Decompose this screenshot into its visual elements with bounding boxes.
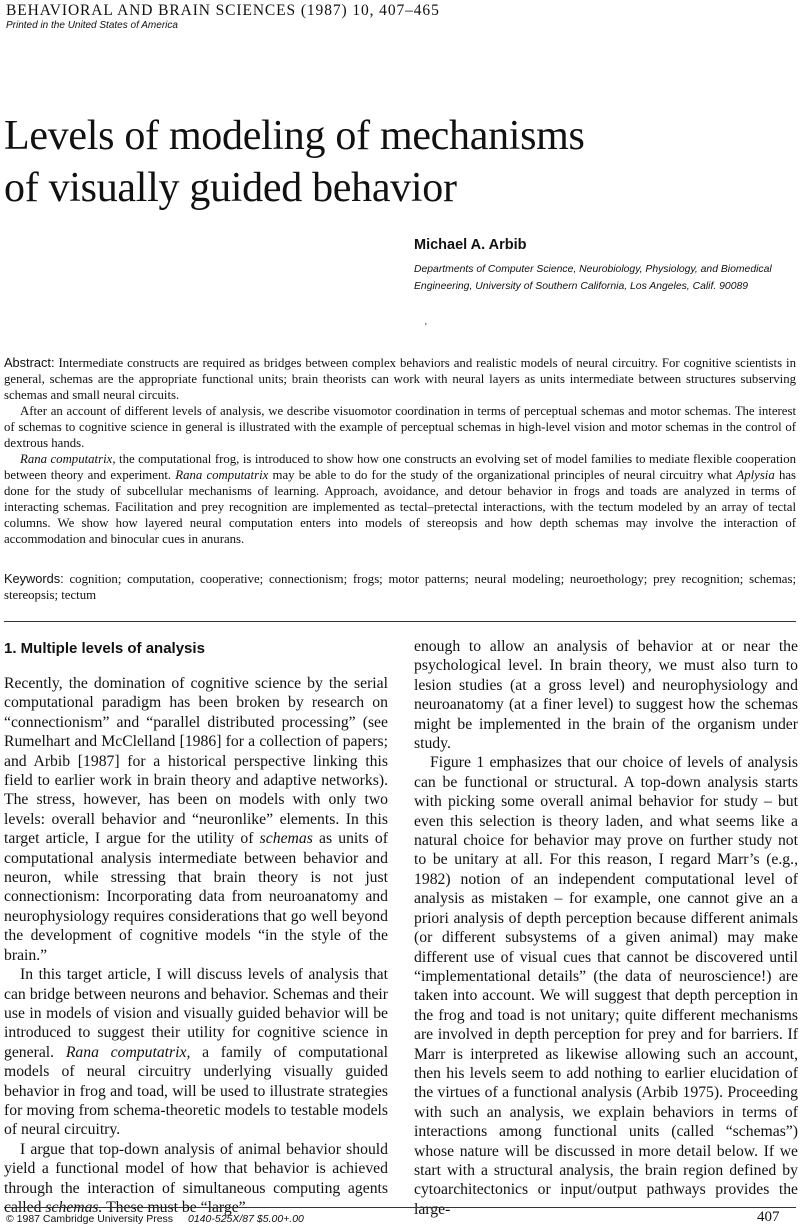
body-paragraph: I argue that top-down analysis of animal behavior should yield a functional model of how that behavior is achieved through the interaction of simultaneous computing agents called schemas. These must be “large” [4,1140,388,1216]
author-affiliation: Departments of Computer Science, Neurobiology, Physiology, and Biomedical Engineering, University of Southern California, Los Angeles, Calif. 90089 [414,264,772,292]
printed-notice: Printed in the United States of America [6,20,178,31]
abstract-paragraph-2: After an account of different levels of analysis, we describe visuomotor coordination in terms of perceptual schemas and motor schemas. The interest of schemas to cognitive science in general is illustrated with the example of perceptual schemas in high-level vision and motor schemas in the control of dextrous hands. [4,404,796,450]
issn-price: 0140-525X/87 $5.00+.00 [188,1213,304,1225]
footer-rule [4,1207,796,1208]
section-heading: 1. Multiple levels of analysis [4,640,205,657]
body-paragraph: In this target article, I will discuss levels of analysis that can bridge between neurons and behavior. Schemas and their use in models of vision and visually guided behavior will be introduced to suggest their utility for cognitive science in general. Rana computatrix, a family of computational models of neural circuitry underlying visually guided behavior in frog and toad, will be used to illustrate strategies for moving from schema-theoretic models to testable models of neural circuitry. [4,966,388,1139]
body-paragraph: enough to allow an analysis of behavior at or near the psychological level. In brain theory, we must also turn to lesion studies (at a gross level) and neurophysiology and neuroanatomy (at a finer level) to suggest how the schemas might be implemented in the brain of the organism under study. [414,638,798,753]
page-number: 407 [757,1209,780,1225]
author-name: Michael A. Arbib [414,237,527,253]
body-paragraph: Figure 1 emphasizes that our choice of levels of analysis can be functional or structural. A top-down analysis starts with picking some overall animal behavior for study – but even this selection is theory laden, and what seems like a natural choice for behavior may prove on further study not to be unitary at all. For this reason, I regard Marr’s (e.g., 1982) notion of an independent computational level of analysis as mistaken – for example, one cannot give an a priori analysis of depth perception because different animals (or different subsystems of a given animal) may make different use of visual cues that cannot be discovered until “implementational details” (the data of neuroscience!) are taken into account. We will suggest that depth perception in the frog and toad is not unitary; quite different mechanisms are involved in depth perception for prey and for barriers. If Marr is interpreted as likewise allowing such an account, then his levels seem to add nothing to earlier elucidation of the virtues of a functional analysis (Arbib 1975). Proceeding with such an analysis, we explain behaviors in terms of interactions among functional units (called “schemas”) whose nature will be discussed in more detail below. If we start with a structural analysis, the brain region defined by cytoarchitectonics or input/output pathways provides the large- [414,754,798,1218]
stray-mark: ' [425,322,427,333]
right-column [414,637,798,1219]
abstract-paragraph-1: Abstract: Intermediate constructs are required as bridges between complex behaviors and realistic models of neural circuitry. For cognitive scientists in general, schemas are the appropriate functional units; brain theorists can work with neural layers as units intermediate between structures subserving schemas and small neural circuits. [4,355,796,402]
abstract-paragraph-3: Rana computatrix, the computational frog, is introduced to show how one constructs an evolving set of model families to mediate flexible cooperation between theory and experiment. Rana computatrix may be able to do for the study of the organizational principles of neural circuitry what Aplysia has done for the study of subcellular mechanisms of learning. Approach, avoidance, and detour behavior in frogs and toads are analyzed in terms of interacting schemas. Facilitation and prey recognition are implemented as tectal–pretectal interactions, with the tectum modeled by an array of tectal columns. We show how layered neural computation enters into models of stereopsis and how depth schemas may involve the interaction of accommodation and binocular cues in anurans. [4,452,797,546]
keywords-list: cognition; computation, cooperative; connectionism; frogs; motor patterns; neural modeling; neuroethology; prey recognition; schemas; stereopsis; tectum [4,572,796,602]
article-title [4,110,585,214]
title-line-2: of visually guided behavior [4,165,457,211]
abstract [4,355,796,547]
left-column [4,674,388,1217]
journal-header: BEHAVIORAL AND BRAIN SCIENCES (1987) 10, 407–465 [6,2,440,19]
body-paragraph: Recently, the domination of cognitive science by the serial computational paradigm has been broken by research on “connectionism” and “parallel distributed processing” (see Rumelhart and McClelland [1986] for a collection of papers; and Arbib [1987] for a historical perspective linking this field to earlier work in brain theory and adaptive networks). The stress, however, has been on models with only two levels: overall behavior and “neuronlike” elements. In this target article, I argue for the utility of schemas as units of computational analysis intermediate between behavior and neuron, while stressing that brain theory is not just connectionism: Incorporating data from neuroanatomy and neurophysiology requires considerations that go well beyond the development of cognitive models “in the style of the brain.” [4,675,388,964]
title-line-1: Levels of modeling of mechanisms [4,113,585,159]
keywords-label: Keywords: [4,571,64,586]
keywords [4,571,796,603]
section-divider [4,621,796,622]
copyright-notice: © 1987 Cambridge University Press [6,1213,174,1225]
abstract-label: Abstract: [4,355,55,370]
